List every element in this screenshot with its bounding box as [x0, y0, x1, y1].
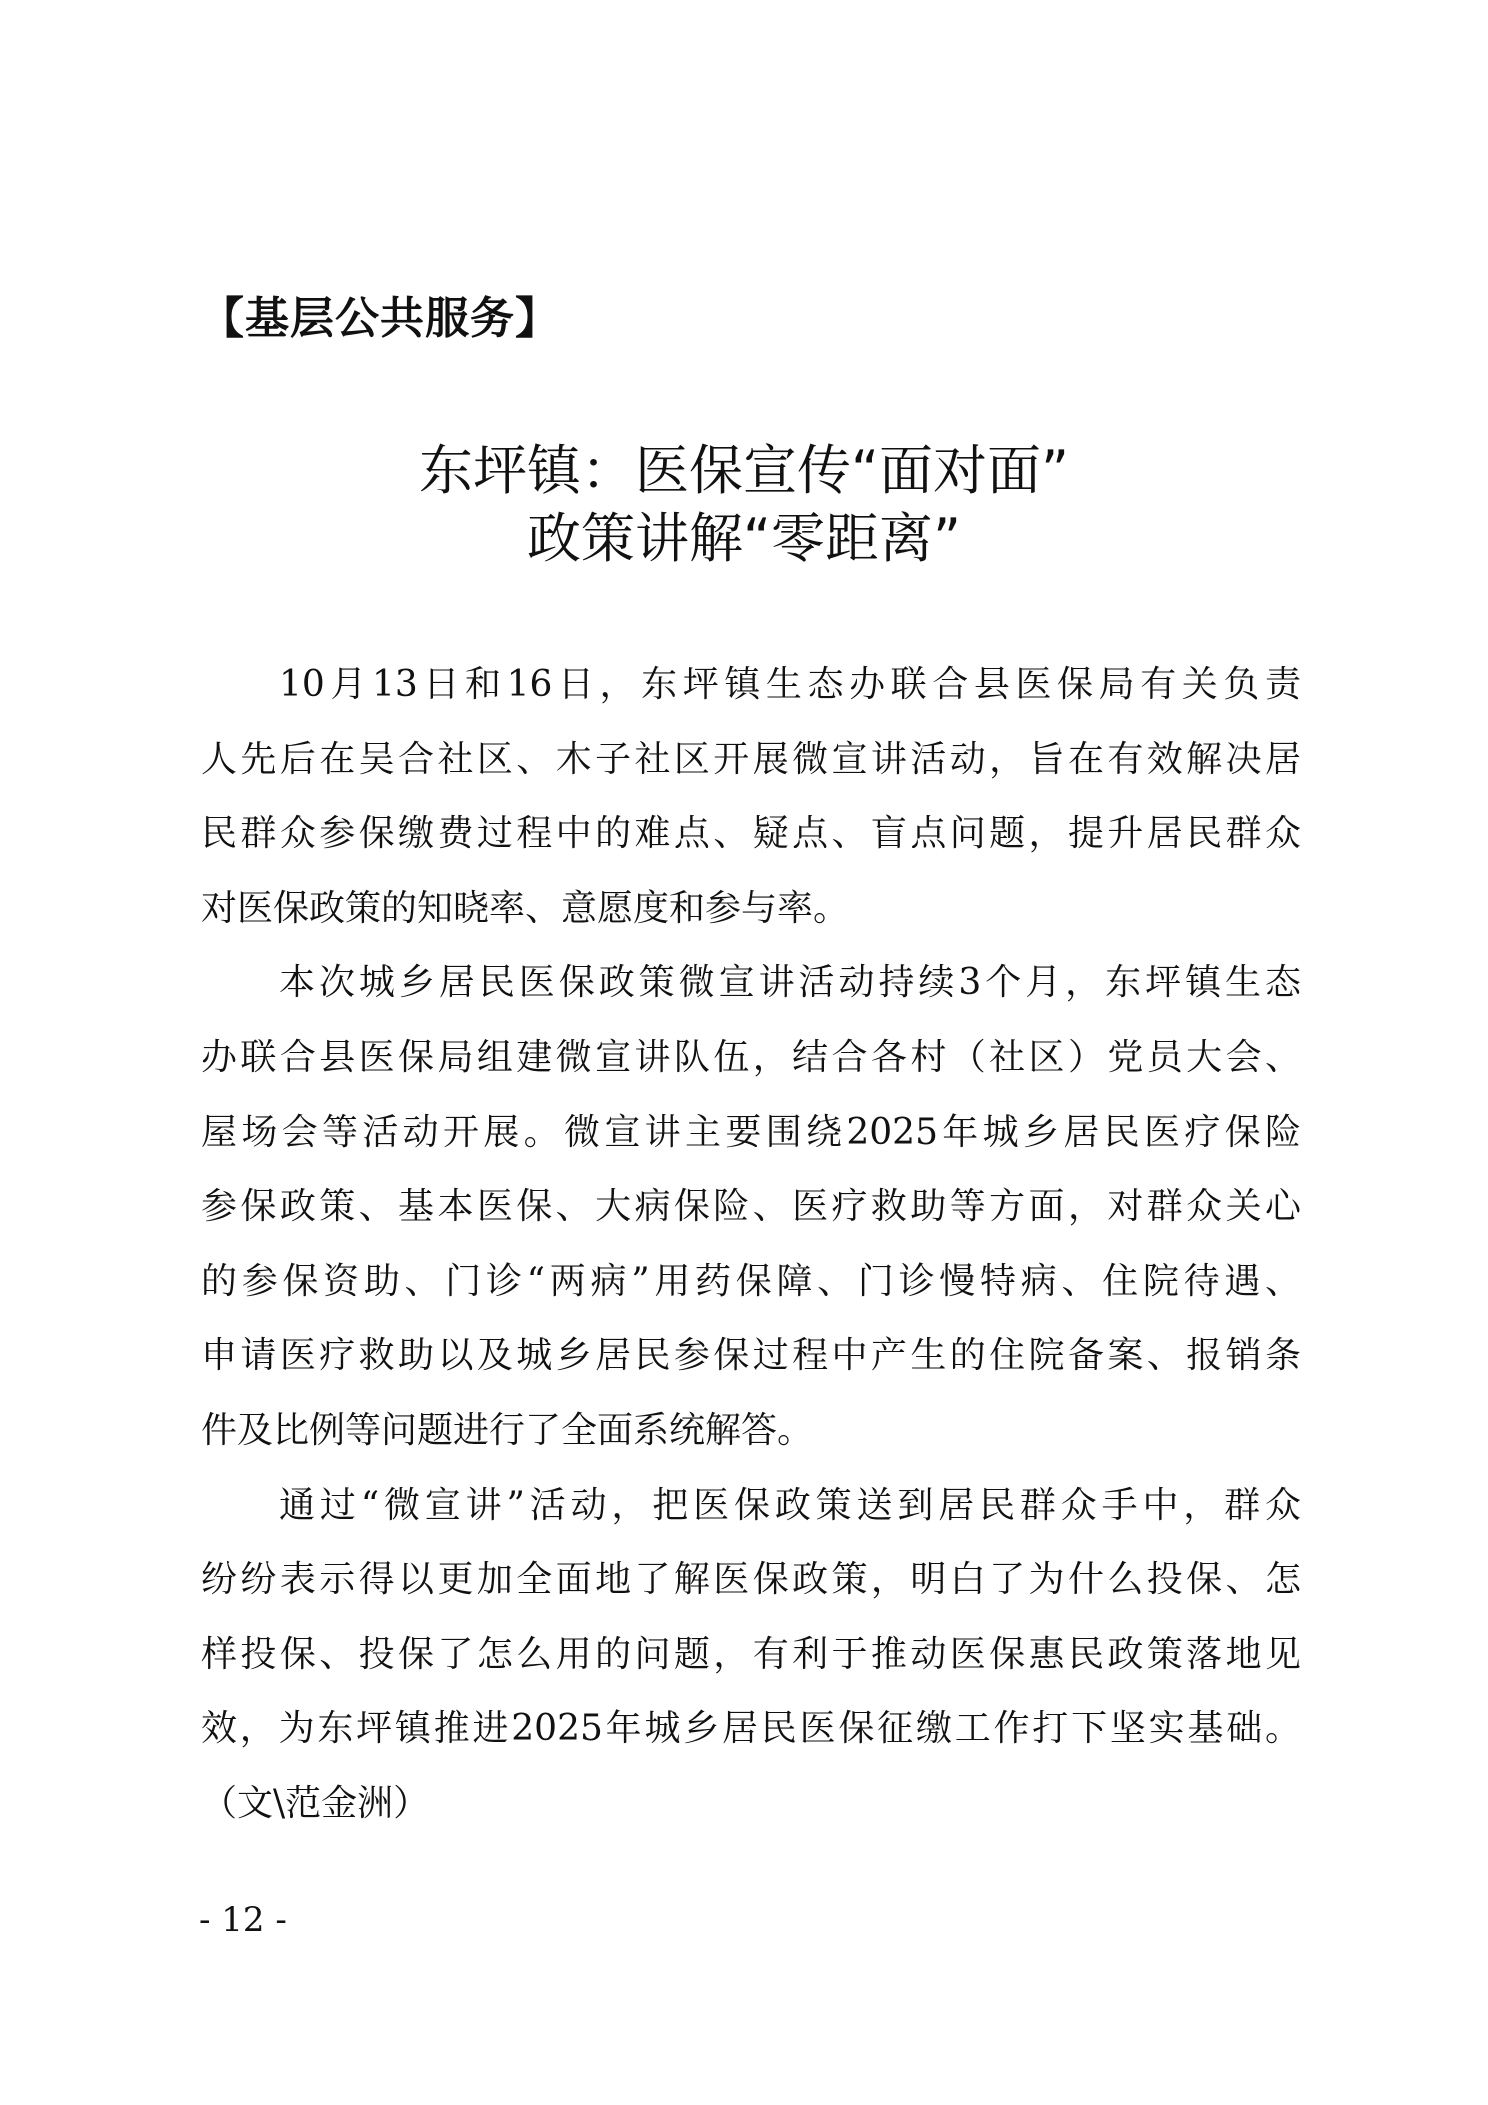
paragraph-2-line: 申请医疗救助以及城乡居民参保过程中产生的住院备案、报销条: [201, 1335, 1301, 1377]
section-tag: 【基层公共服务】: [200, 293, 560, 344]
paragraph-2-line: 本次城乡居民医保政策微宣讲活动持续3个月，东坪镇生态: [279, 962, 1301, 1004]
article-body: [201, 648, 1301, 1842]
paragraph-1-line: 人先后在吴合社区、木子社区开展微宣讲活动，旨在有效解决居: [201, 738, 1301, 780]
paragraph-2-line: 屋场会等活动开展。微宣讲主要围绕2025年城乡居民医疗保险: [201, 1111, 1301, 1153]
paragraph-3-line: 样投保、投保了怎么用的问题，有利于推动医保惠民政策落地见: [201, 1633, 1301, 1675]
page-number: - 12 -: [199, 1900, 287, 1940]
article-title-line-2: 政策讲解“零距离”: [527, 507, 961, 570]
paragraph-2-line: 件及比例等问题进行了全面系统解答。: [201, 1409, 814, 1451]
paragraph-2-line: 参保政策、基本医保、大病保险、医疗救助等方面，对群众关心: [201, 1186, 1301, 1228]
paragraph-3-line: 纷纷表示得以更加全面地了解医保政策，明白了为什么投保、怎: [201, 1559, 1301, 1601]
paragraph-1-line: 10月13日和16日，东坪镇生态办联合县医保局有关负责: [279, 664, 1301, 705]
paragraph-2-line: 的参保资助、门诊“两病”用药保障、门诊慢特病、住院待遇、: [201, 1260, 1301, 1302]
author-credit: （文\范金洲）: [201, 1782, 430, 1824]
paragraph-1-line: 对医保政策的知晓率、意愿度和参与率。: [201, 887, 850, 929]
paragraph-2-line: 办联合县医保局组建微宣讲队伍，结合各村（社区）党员大会、: [201, 1036, 1301, 1078]
paragraph-3-line: 通过“微宣讲”活动，把医保政策送到居民群众手中，群众: [279, 1484, 1301, 1526]
paragraph-3-line: 效，为东坪镇推进2025年城乡居民医保征缴工作打下坚实基础。: [201, 1708, 1301, 1750]
paragraph-1-line: 民群众参保缴费过程中的难点、疑点、盲点问题，提升居民群众: [201, 813, 1301, 855]
article-title-line-1: 东坪镇：医保宣传“面对面”: [419, 439, 1069, 502]
